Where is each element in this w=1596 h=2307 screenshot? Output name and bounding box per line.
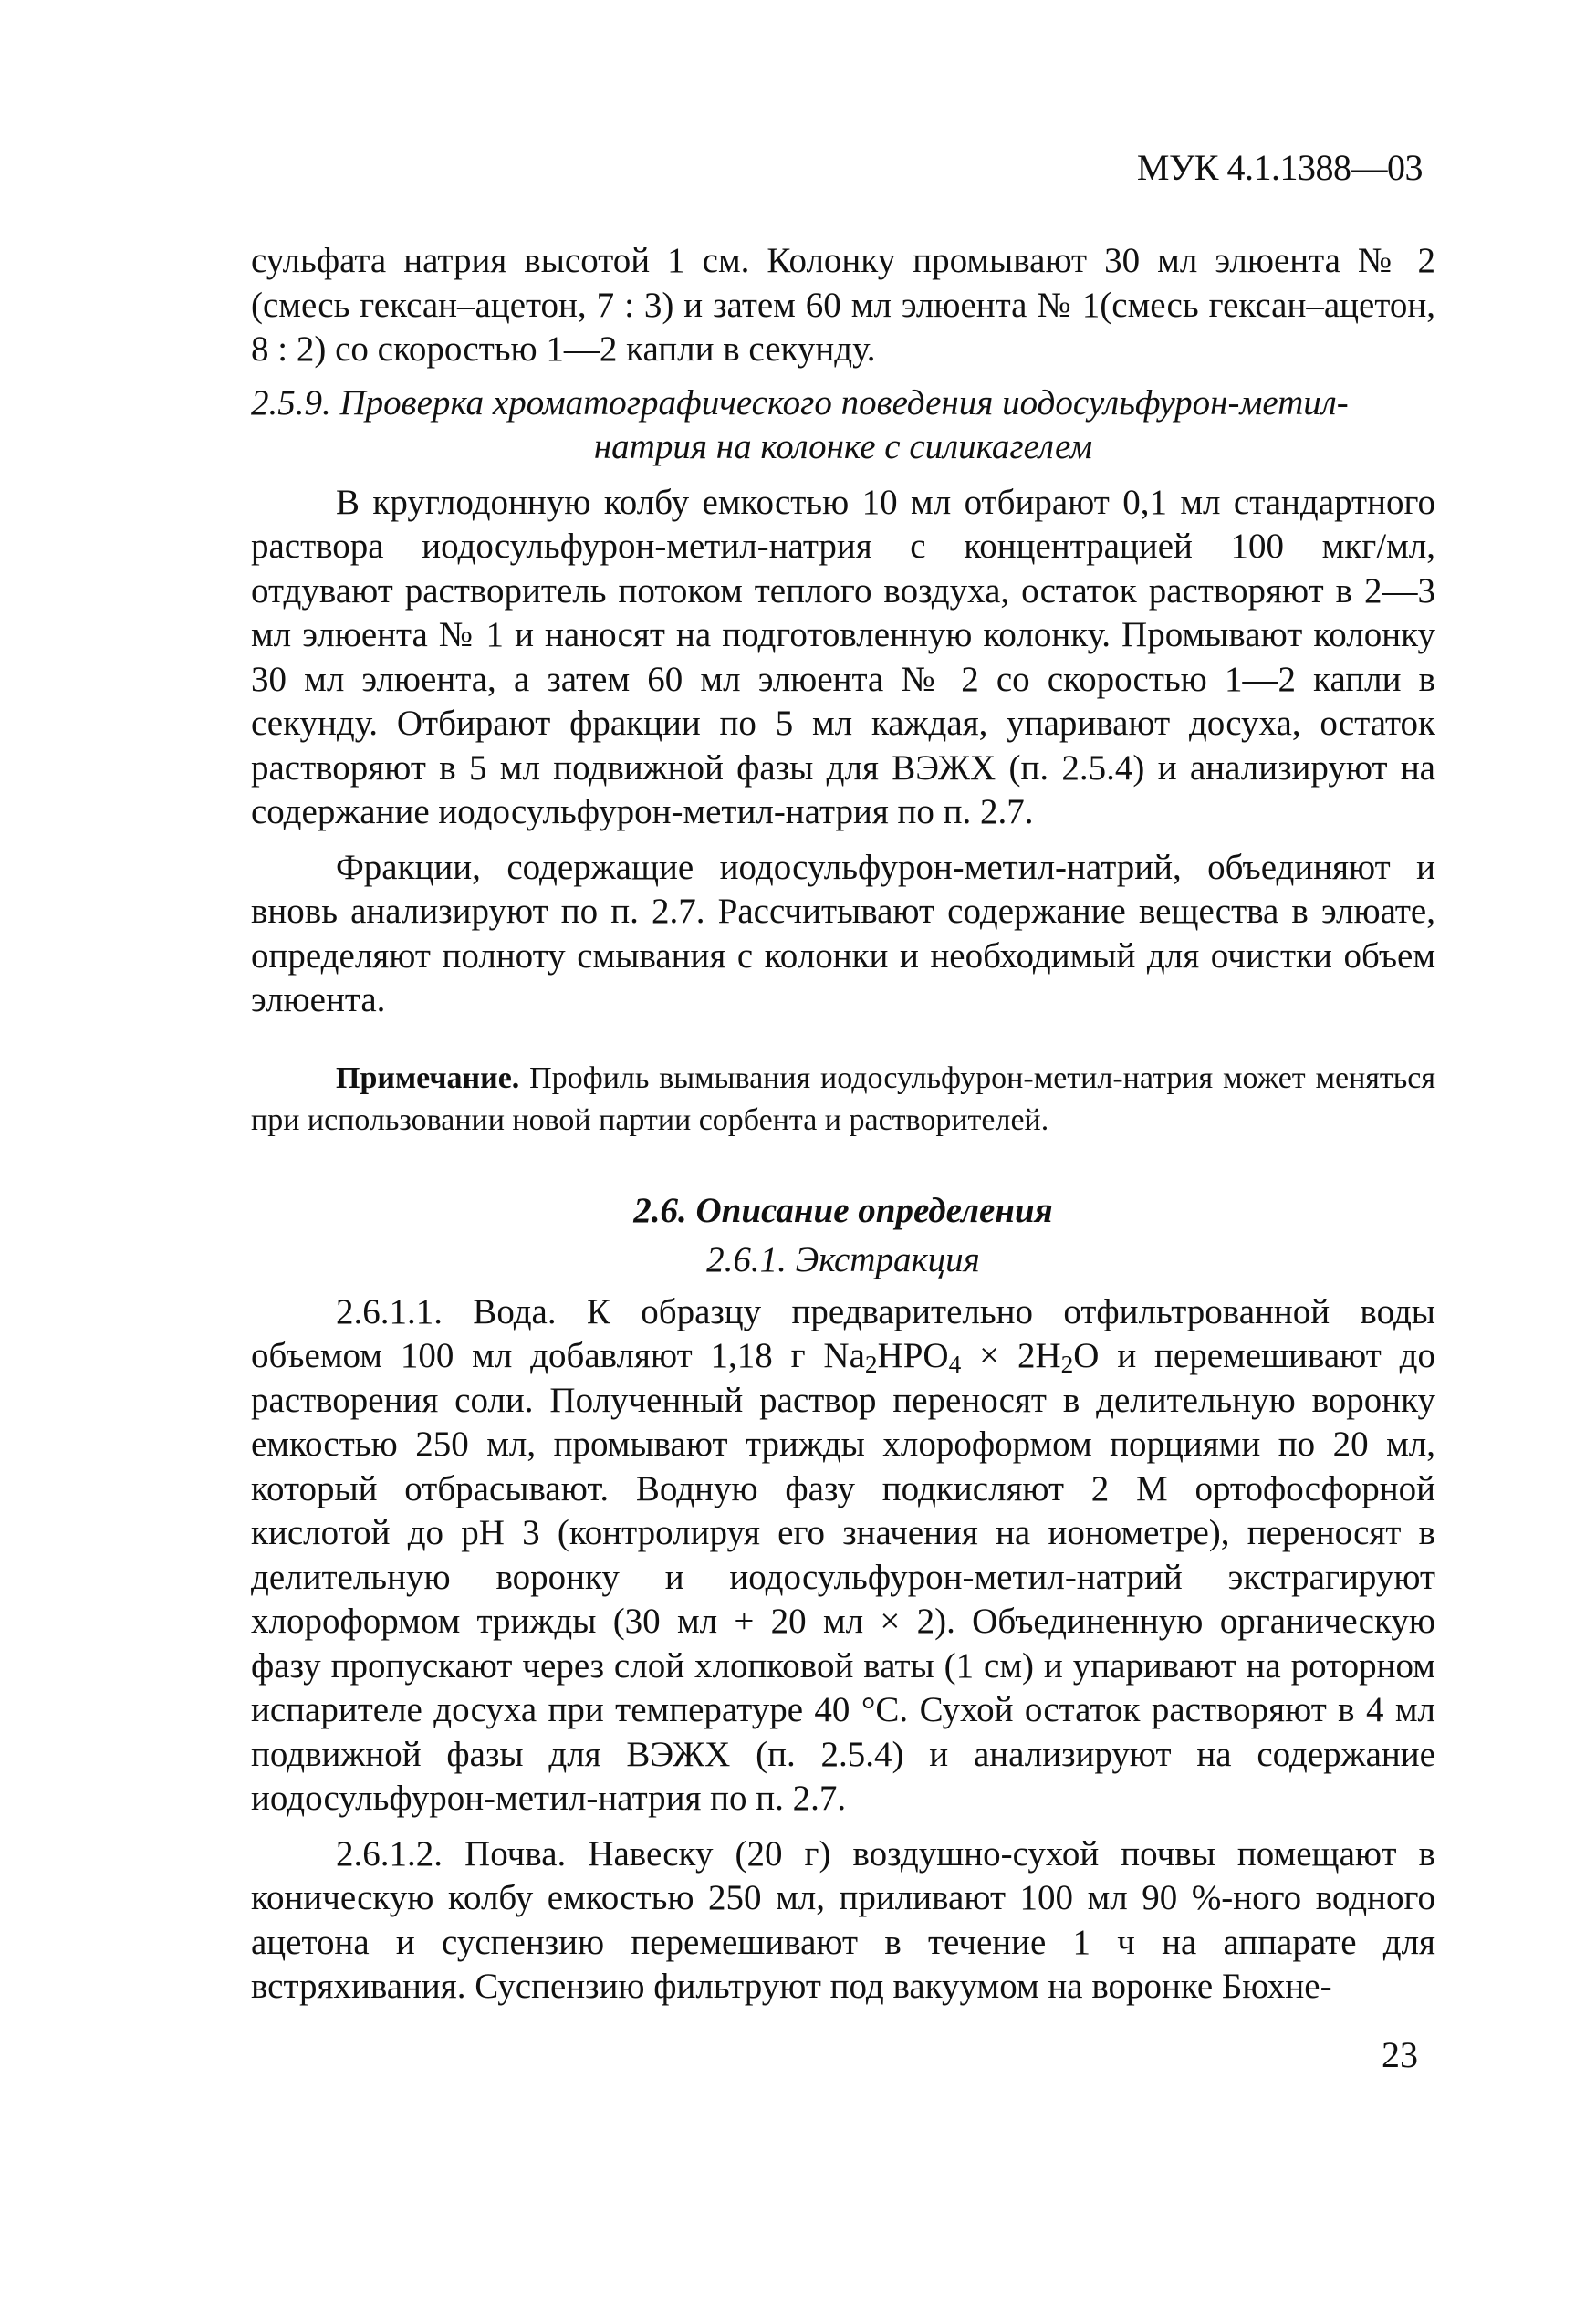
- water-text-part-2: HPO: [877, 1336, 949, 1375]
- subscript-2: 2: [864, 1351, 878, 1378]
- subsection-heading-2-5-9: [251, 381, 1435, 470]
- paragraph-column-check: В круглодонную колбу емкостью 10 мл отбирают 0,1 мл стандартного раствора иодосульфурон-метил-натрия с концентрацией 100 мкг/мл, отдувают растворитель потоком теплого воздуха, остаток растворяют в 2—3 мл элюента № 1 и наносят на подготовленную колонку. Промывают колонку 30 мл элюента, а затем 60 мл элюента № 2 со скоростью 1—2 капли в секунду. Отбирают фракции по 5 мл каждая, упаривают досуха, остаток растворяют в 5 мл подвижной фазы для ВЭЖХ (п. 2.5.4) и анализируют на содержание иодосульфурон-метил-натрия по п. 2.7.: [251, 482, 1435, 831]
- subscript-2-water: 2: [1060, 1351, 1074, 1378]
- document-code-header: МУК 4.1.1388—03: [1136, 147, 1423, 188]
- paragraph-continuation: сульфата натрия высотой 1 см. Колонку промывают 30 мл элюента № 2 (смесь гексан–ацетон, 7 : 3) и затем 60 мл элюента № 1(смесь гексан–ацетон, 8 : 2) со скоростью 1—2 капли в секунду.: [251, 241, 1435, 369]
- subscript-4: 4: [948, 1351, 962, 1378]
- water-text-part-4: O и перемешивают до растворения соли. Полученный раствор переносят в делительную воронку емкостью 250 мл, промывают трижды хлороформом порциями по 20 мл, который отбрасывают. Водную фазу подкисляют 2 М ортофосфорной кислотой до pH 3 (контролируя его значения на ионометре), переносят в делительную воронку и иодосульфурон-метил-натрий экстрагируют хлороформом трижды (30 мл + 20 мл × 2). Объединенную органическую фазу пропускают через слой хлопковой ваты (1 см) и упаривают на роторном испарителе досуха при температуре 40 °С. Сухой остаток растворяют в 4 мл подвижной фазы для ВЭЖХ (п. 2.5.4) и анализируют на содержание иодосульфурон-метил-натрия по п. 2.7.: [251, 1336, 1435, 1818]
- note-label: Примечание.: [336, 1060, 520, 1095]
- water-text-part-1: 2.6.1.1. Вода. К образцу предварительно отфильтрованной воды объемом 100 мл добавляют 1,18 г Na: [251, 1291, 1435, 1375]
- note-text: Профиль вымывания иодосульфурон-метил-натрия может меняться при использовании новой партии сорбента и растворителей.: [251, 1060, 1436, 1137]
- paragraph-water-extraction: [251, 1290, 1435, 1822]
- water-text-part-3: × 2H: [961, 1336, 1061, 1375]
- note-paragraph: [251, 1058, 1435, 1142]
- section-heading-2-6-1: 2.6.1. Экстракция: [706, 1240, 980, 1279]
- page-content: [251, 239, 1435, 2009]
- subsection-heading-line-1: 2.5.9. Проверка хроматографического поведения иодосульфурон-метил-: [251, 382, 1349, 423]
- page-number: 23: [1382, 2034, 1418, 2075]
- paragraph-soil-extraction: 2.6.1.2. Почва. Навеску (20 г) воздушно-сухой почвы помещают в коническую колбу емкостью 250 мл, приливают 100 мл 90 %-ного водного ацетона и суспензию перемешивают в течение 1 ч на аппарате для встряхивания. Суспензию фильтруют под вакуумом на воронке Бюхне-: [251, 1833, 1435, 2006]
- subsection-heading-line-2: натрия на колонке с силикагелем: [593, 427, 1093, 466]
- paragraph-fractions: Фракции, содержащие иодосульфурон-метил-натрий, объединяют и вновь анализируют по п. 2.7. Рассчитывают содержание вещества в элюате, определяют полноту смывания с колонки и необходимый для очистки объем элюента.: [251, 847, 1435, 1019]
- section-heading-2-6: 2.6. Описание определения: [633, 1190, 1053, 1230]
